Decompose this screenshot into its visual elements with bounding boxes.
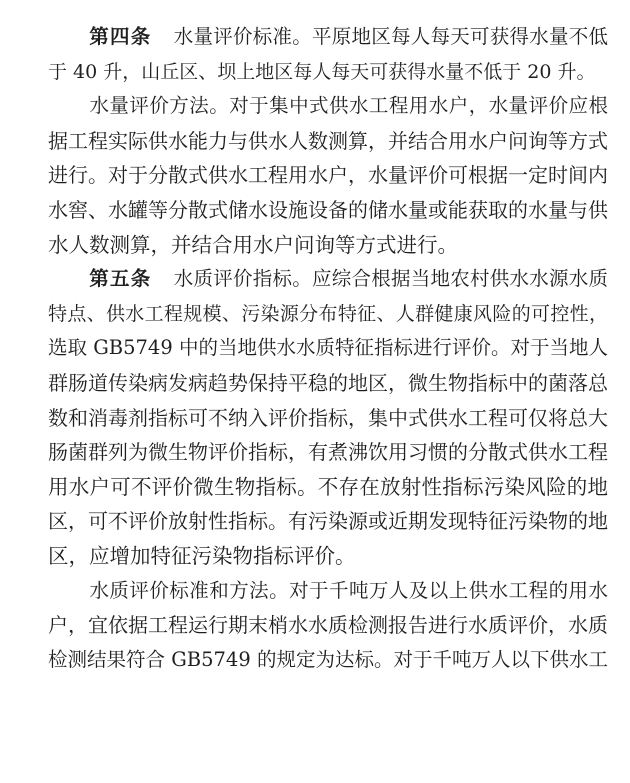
article5-line-1	[48, 262, 608, 297]
article5-line-7: 用水户可不评价微生物指标。不存在放射性指标污染风险的地	[48, 474, 608, 499]
quality-method-line-2: 户，宜依据工程运行期末梢水水质检测报告进行水质评价，水质	[48, 613, 608, 638]
water-method-line-3: 进行。对于分散式供水工程用水户，水量评价可根据一定时间内	[48, 163, 608, 188]
water-method-line-2: 据工程实际供水能力与供水人数测算，并结合用水户问询等方式	[48, 128, 608, 153]
water-method-line-5: 水人数测算，并结合用水户问询等方式进行。	[48, 232, 458, 257]
article4-line-2: 于 40 升，山丘区、坝上地区每人每天可获得水量不低于 20 升。	[48, 60, 596, 83]
article5-line-3: 选取 GB5749 中的当地供水水质特征指标进行评价。对于当地人	[48, 336, 608, 360]
article4-text-1: 水量评价标准。平原地区每人每天可获得水量不低	[173, 25, 608, 48]
quality-method-text-1: 水质评价标准和方法。对于千吨万人及以上供水工程的用水	[89, 578, 608, 602]
quality-method-line-1	[48, 574, 608, 609]
document-body	[48, 20, 608, 677]
article5-line-2: 特点、供水工程规模、污染源分布特征、人群健康风险的可控性，	[48, 302, 608, 325]
article5-number: 第五条	[89, 267, 152, 291]
article5-line-6: 肠菌群列为微生物评价指标，有煮沸饮用习惯的分散式供水工程	[48, 440, 608, 465]
water-method-line-4: 水窖、水罐等分散式储水设施设备的储水量或能获取的水量与供	[48, 197, 608, 222]
quality-method-line-3: 检测结果符合 GB5749 的规定为达标。对于千吨万人以下供水工	[48, 647, 608, 671]
article4-number: 第四条	[89, 25, 152, 48]
article5-line-5: 数和消毒剂指标可不纳入评价指标，集中式供水工程可仅将总大	[48, 405, 608, 430]
article5-line-4: 群肠道传染病发病趋势保持平稳的地区，微生物指标中的菌落总	[48, 370, 608, 395]
article4-line-1	[48, 20, 608, 55]
water-method-line-1	[48, 89, 608, 124]
article5-line-9: 区，应增加特征污染物指标评价。	[48, 543, 356, 568]
article5-line-8: 区，可不评价放射性指标。有污染源或近期发现特征污染物的地	[48, 509, 608, 534]
water-method-text-1: 水量评价方法。对于集中式供水工程用水户，水量评价应根	[89, 94, 608, 118]
article5-text-1: 水质评价指标。应综合根据当地农村供水水源水质	[173, 267, 608, 291]
